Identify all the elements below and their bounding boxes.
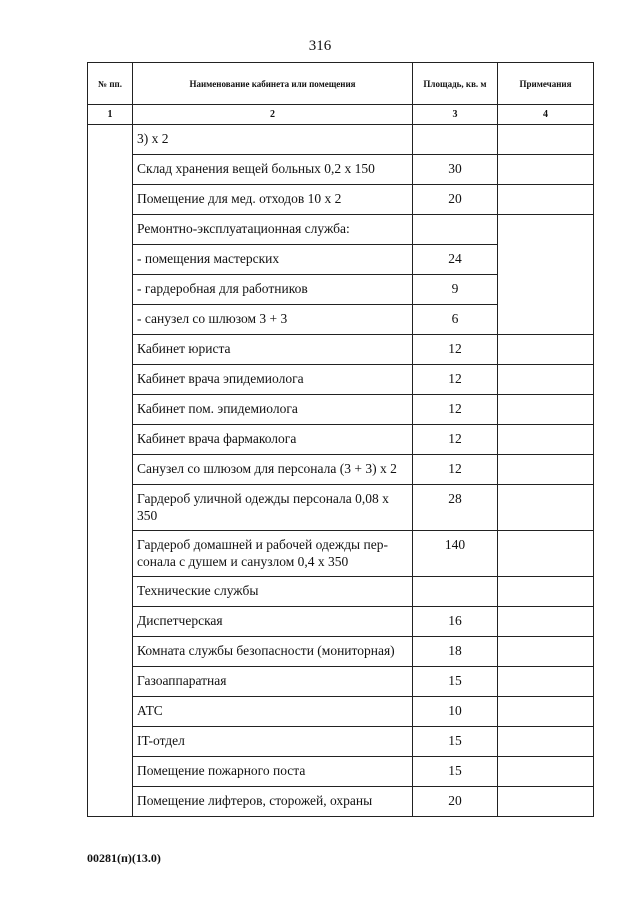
area-cell <box>413 577 498 607</box>
table-row <box>88 697 594 727</box>
rooms-table <box>87 62 594 817</box>
room-name-cell: Диспетчерская <box>133 607 413 637</box>
notes-cell <box>498 335 594 365</box>
area-cell: 28 <box>413 485 498 531</box>
area-cell: 15 <box>413 757 498 787</box>
notes-cell <box>498 425 594 455</box>
area-cell: 15 <box>413 727 498 757</box>
notes-cell <box>498 787 594 817</box>
table-row <box>88 425 594 455</box>
header-room-name: Наименование кабинета или помещения <box>133 63 413 105</box>
room-name-cell: Кабинет врача эпидемиолога <box>133 365 413 395</box>
document-code: 00281(п)(13.0) <box>87 851 161 865</box>
room-name-cell: - помещения мастерских <box>133 245 413 275</box>
column-number: 2 <box>133 105 413 125</box>
notes-cell <box>498 365 594 395</box>
area-cell: 10 <box>413 697 498 727</box>
notes-cell <box>498 667 594 697</box>
column-number-row <box>88 105 594 125</box>
area-cell: 16 <box>413 607 498 637</box>
room-name-cell: - гардеробная для работников <box>133 275 413 305</box>
index-cell-empty <box>88 125 133 817</box>
notes-cell <box>498 455 594 485</box>
header-notes: Примечания <box>498 63 594 105</box>
table-row <box>88 125 594 155</box>
table-row <box>88 215 594 245</box>
page-number: 316 <box>308 38 332 54</box>
column-number: 4 <box>498 105 594 125</box>
area-cell: 6 <box>413 305 498 335</box>
area-cell: 140 <box>413 531 498 577</box>
table-row <box>88 335 594 365</box>
room-name-cell: Гардероб уличной одежды персонала 0,08 x 350 <box>133 485 413 531</box>
table-row <box>88 531 594 577</box>
header-index: № пп. <box>88 63 133 105</box>
notes-cell <box>498 577 594 607</box>
room-name-cell: АТС <box>133 697 413 727</box>
table-row <box>88 455 594 485</box>
table-row <box>88 757 594 787</box>
notes-cell <box>498 485 594 531</box>
notes-cell <box>498 125 594 155</box>
area-cell: 12 <box>413 335 498 365</box>
room-name-cell: Ремонтно-эксплуатационная служба: <box>133 215 413 245</box>
room-name-cell: Гардероб домашней и рабочей одежды пер-сонала с душем и санузлом 0,4 x 350 <box>133 531 413 577</box>
room-name-cell: Склад хранения вещей больных 0,2 x 150 <box>133 155 413 185</box>
room-name-cell: - санузел со шлюзом 3 + 3 <box>133 305 413 335</box>
room-name-cell: Кабинет юриста <box>133 335 413 365</box>
room-name-cell: IT-отдел <box>133 727 413 757</box>
room-name-cell: Газоаппаратная <box>133 667 413 697</box>
area-cell: 20 <box>413 787 498 817</box>
notes-cell <box>498 155 594 185</box>
area-cell: 12 <box>413 425 498 455</box>
area-cell: 24 <box>413 245 498 275</box>
room-name-cell: Кабинет пом. эпидемиолога <box>133 395 413 425</box>
table-row <box>88 727 594 757</box>
area-cell: 12 <box>413 365 498 395</box>
table-row <box>88 577 594 607</box>
room-name-cell: Кабинет врача фармаколога <box>133 425 413 455</box>
area-cell <box>413 215 498 245</box>
area-cell: 15 <box>413 667 498 697</box>
notes-cell <box>498 697 594 727</box>
table-row <box>88 155 594 185</box>
notes-cell <box>498 757 594 787</box>
table-row <box>88 637 594 667</box>
room-name-cell: Помещение лифтеров, сторожей, охраны <box>133 787 413 817</box>
room-name-cell: Технические службы <box>133 577 413 607</box>
notes-cell <box>498 185 594 215</box>
notes-cell <box>498 395 594 425</box>
header-area: Площадь, кв. м <box>413 63 498 105</box>
notes-cell <box>498 727 594 757</box>
table-row <box>88 485 594 531</box>
area-cell: 30 <box>413 155 498 185</box>
table-row <box>88 365 594 395</box>
table-row <box>88 667 594 697</box>
room-name-cell: Помещение пожарного поста <box>133 757 413 787</box>
column-number: 1 <box>88 105 133 125</box>
table-row <box>88 185 594 215</box>
table-header-row <box>88 63 594 105</box>
column-number: 3 <box>413 105 498 125</box>
notes-cell <box>498 215 594 335</box>
notes-cell <box>498 607 594 637</box>
table-row <box>88 395 594 425</box>
room-name-cell: Санузел со шлюзом для персонала (3 + 3) x 2 <box>133 455 413 485</box>
area-cell: 9 <box>413 275 498 305</box>
area-cell: 20 <box>413 185 498 215</box>
area-cell: 18 <box>413 637 498 667</box>
area-cell <box>413 125 498 155</box>
table-row <box>88 787 594 817</box>
table-row <box>88 607 594 637</box>
room-name-cell: Помещение для мед. отходов 10 x 2 <box>133 185 413 215</box>
notes-cell <box>498 531 594 577</box>
area-cell: 12 <box>413 455 498 485</box>
room-name-cell: 3) x 2 <box>133 125 413 155</box>
room-name-cell: Комната службы безопасности (мониторная) <box>133 637 413 667</box>
notes-cell <box>498 637 594 667</box>
area-cell: 12 <box>413 395 498 425</box>
